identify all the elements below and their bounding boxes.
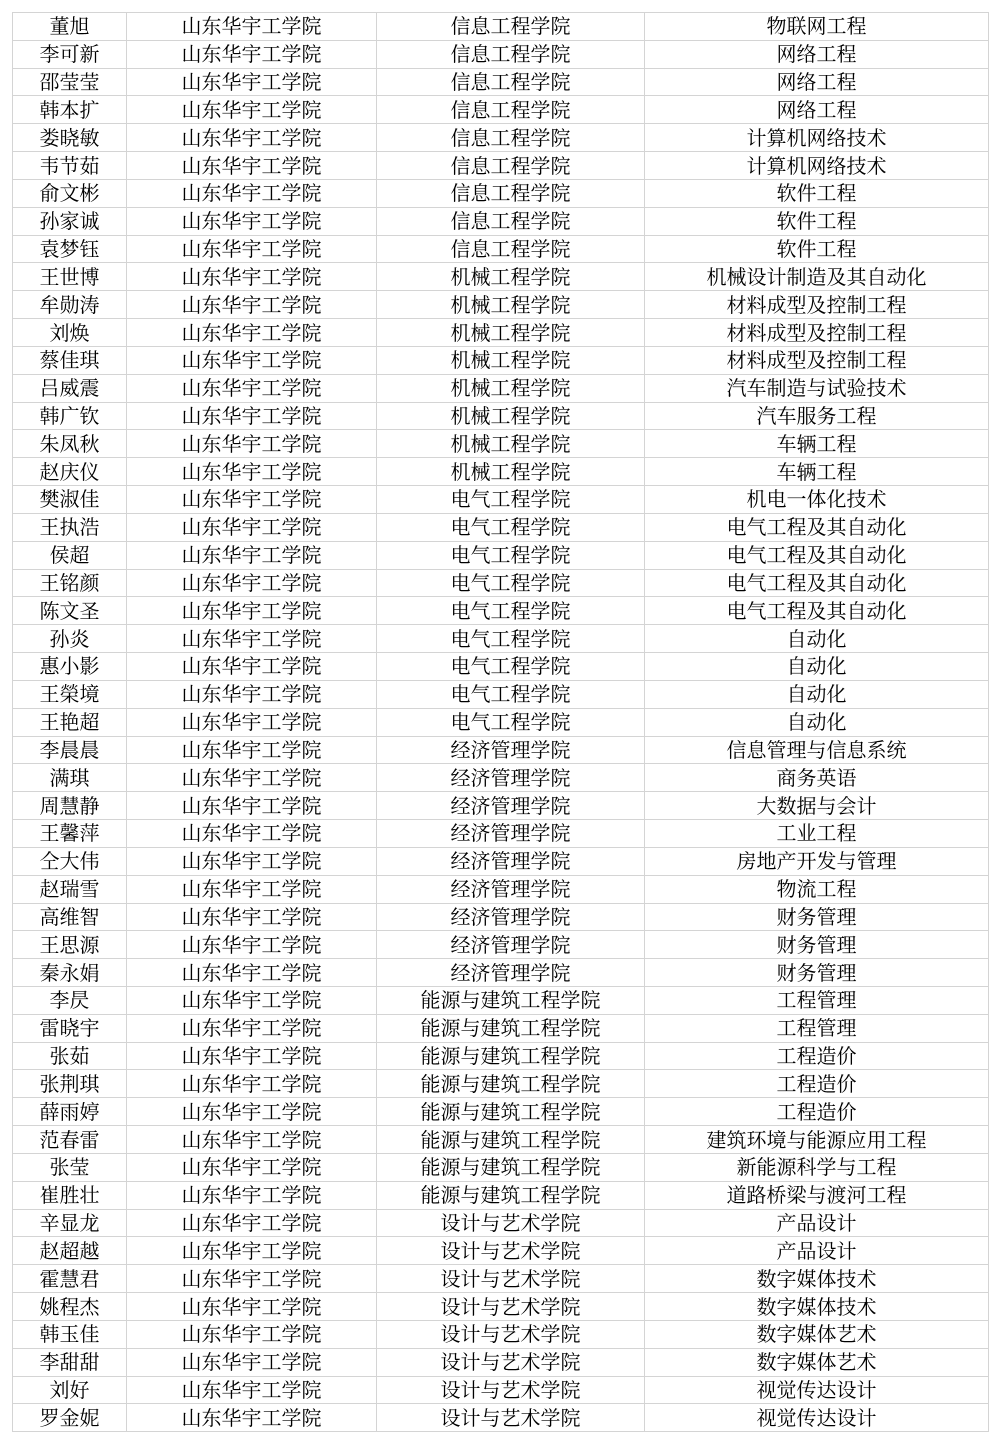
- major-cell: 软件工程: [645, 235, 989, 263]
- major-cell: 物流工程: [645, 875, 989, 903]
- college-cell: 设计与艺术学院: [377, 1404, 645, 1432]
- college-cell: 设计与艺术学院: [377, 1376, 645, 1404]
- student-name-cell: 赵庆仪: [13, 458, 127, 486]
- college-cell: 设计与艺术学院: [377, 1348, 645, 1376]
- table-row: [13, 1237, 989, 1265]
- college-cell: 信息工程学院: [377, 235, 645, 263]
- table-row: [13, 402, 989, 430]
- major-cell: 机电一体化技术: [645, 486, 989, 514]
- college-cell: 机械工程学院: [377, 458, 645, 486]
- college-cell: 能源与建筑工程学院: [377, 1070, 645, 1098]
- student-name-cell: 王世博: [13, 263, 127, 291]
- major-cell: 网络工程: [645, 40, 989, 68]
- college-cell: 电气工程学院: [377, 541, 645, 569]
- table-row: [13, 291, 989, 319]
- major-cell: 电气工程及其自动化: [645, 513, 989, 541]
- school-cell: 山东华宇工学院: [127, 235, 377, 263]
- college-cell: 能源与建筑工程学院: [377, 1042, 645, 1070]
- school-cell: 山东华宇工学院: [127, 1153, 377, 1181]
- student-name-cell: 秦永娟: [13, 959, 127, 987]
- major-cell: 数字媒体技术: [645, 1265, 989, 1293]
- table-row: [13, 1209, 989, 1237]
- table-row: [13, 1181, 989, 1209]
- school-cell: 山东华宇工学院: [127, 1376, 377, 1404]
- table-row: [13, 1320, 989, 1348]
- table-row: [13, 430, 989, 458]
- college-cell: 能源与建筑工程学院: [377, 1181, 645, 1209]
- college-cell: 能源与建筑工程学院: [377, 1014, 645, 1042]
- table-row: [13, 179, 989, 207]
- school-cell: 山东华宇工学院: [127, 792, 377, 820]
- college-cell: 设计与艺术学院: [377, 1237, 645, 1265]
- college-cell: 电气工程学院: [377, 708, 645, 736]
- major-cell: 软件工程: [645, 207, 989, 235]
- table-row: [13, 653, 989, 681]
- student-name-cell: 陈文圣: [13, 597, 127, 625]
- table-row: [13, 680, 989, 708]
- table-row: [13, 486, 989, 514]
- table-row: [13, 1126, 989, 1154]
- school-cell: 山东华宇工学院: [127, 96, 377, 124]
- student-name-cell: 韩广钦: [13, 402, 127, 430]
- major-cell: 计算机网络技术: [645, 124, 989, 152]
- major-cell: 产品设计: [645, 1209, 989, 1237]
- table-row: [13, 903, 989, 931]
- school-cell: 山东华宇工学院: [127, 736, 377, 764]
- student-name-cell: 孙家诚: [13, 207, 127, 235]
- table-row: [13, 1348, 989, 1376]
- student-table: [12, 12, 989, 1432]
- college-cell: 经济管理学院: [377, 931, 645, 959]
- student-name-cell: 王榮境: [13, 680, 127, 708]
- major-cell: 工程造价: [645, 1042, 989, 1070]
- student-name-cell: 范春雷: [13, 1126, 127, 1154]
- student-name-cell: 满琪: [13, 764, 127, 792]
- student-name-cell: 侯超: [13, 541, 127, 569]
- student-name-cell: 惠小影: [13, 653, 127, 681]
- college-cell: 电气工程学院: [377, 653, 645, 681]
- school-cell: 山东华宇工学院: [127, 458, 377, 486]
- school-cell: 山东华宇工学院: [127, 1237, 377, 1265]
- college-cell: 机械工程学院: [377, 319, 645, 347]
- student-name-cell: 仝大伟: [13, 847, 127, 875]
- student-name-cell: 李可新: [13, 40, 127, 68]
- student-name-cell: 罗金妮: [13, 1404, 127, 1432]
- table-row: [13, 13, 989, 41]
- college-cell: 信息工程学院: [377, 96, 645, 124]
- major-cell: 软件工程: [645, 179, 989, 207]
- college-cell: 信息工程学院: [377, 68, 645, 96]
- table-row: [13, 96, 989, 124]
- table-row: [13, 1376, 989, 1404]
- major-cell: 建筑环境与能源应用工程: [645, 1126, 989, 1154]
- school-cell: 山东华宇工学院: [127, 13, 377, 41]
- college-cell: 电气工程学院: [377, 597, 645, 625]
- major-cell: 数字媒体艺术: [645, 1320, 989, 1348]
- table-row: [13, 847, 989, 875]
- student-name-cell: 张茹: [13, 1042, 127, 1070]
- college-cell: 经济管理学院: [377, 792, 645, 820]
- table-row: [13, 68, 989, 96]
- table-row: [13, 931, 989, 959]
- major-cell: 电气工程及其自动化: [645, 597, 989, 625]
- major-cell: 视觉传达设计: [645, 1376, 989, 1404]
- table-row: [13, 1014, 989, 1042]
- table-row: [13, 597, 989, 625]
- major-cell: 工程管理: [645, 986, 989, 1014]
- major-cell: 计算机网络技术: [645, 152, 989, 180]
- table-row: [13, 124, 989, 152]
- major-cell: 产品设计: [645, 1237, 989, 1265]
- table-row: [13, 569, 989, 597]
- college-cell: 机械工程学院: [377, 430, 645, 458]
- college-cell: 电气工程学院: [377, 513, 645, 541]
- student-name-cell: 韩本扩: [13, 96, 127, 124]
- school-cell: 山东华宇工学院: [127, 764, 377, 792]
- student-name-cell: 孙炎: [13, 625, 127, 653]
- major-cell: 物联网工程: [645, 13, 989, 41]
- college-cell: 经济管理学院: [377, 764, 645, 792]
- college-cell: 机械工程学院: [377, 402, 645, 430]
- school-cell: 山东华宇工学院: [127, 1348, 377, 1376]
- school-cell: 山东华宇工学院: [127, 847, 377, 875]
- college-cell: 经济管理学院: [377, 847, 645, 875]
- table-row: [13, 820, 989, 848]
- student-name-cell: 王艳超: [13, 708, 127, 736]
- major-cell: 网络工程: [645, 96, 989, 124]
- table-row: [13, 792, 989, 820]
- table-row: [13, 541, 989, 569]
- table-row: [13, 1098, 989, 1126]
- table-row: [13, 1404, 989, 1432]
- school-cell: 山东华宇工学院: [127, 569, 377, 597]
- student-name-cell: 蔡佳琪: [13, 346, 127, 374]
- school-cell: 山东华宇工学院: [127, 903, 377, 931]
- student-name-cell: 姚程杰: [13, 1293, 127, 1321]
- college-cell: 经济管理学院: [377, 875, 645, 903]
- major-cell: 信息管理与信息系统: [645, 736, 989, 764]
- school-cell: 山东华宇工学院: [127, 1098, 377, 1126]
- school-cell: 山东华宇工学院: [127, 1181, 377, 1209]
- college-cell: 信息工程学院: [377, 13, 645, 41]
- college-cell: 电气工程学院: [377, 486, 645, 514]
- student-name-cell: 薛雨婷: [13, 1098, 127, 1126]
- college-cell: 能源与建筑工程学院: [377, 1153, 645, 1181]
- table-row: [13, 625, 989, 653]
- table-row: [13, 513, 989, 541]
- student-name-cell: 娄晓敏: [13, 124, 127, 152]
- major-cell: 工程造价: [645, 1070, 989, 1098]
- table-row: [13, 346, 989, 374]
- student-name-cell: 王思源: [13, 931, 127, 959]
- student-name-cell: 张荆琪: [13, 1070, 127, 1098]
- table-row: [13, 40, 989, 68]
- student-name-cell: 王馨萍: [13, 820, 127, 848]
- student-name-cell: 辛显龙: [13, 1209, 127, 1237]
- college-cell: 电气工程学院: [377, 569, 645, 597]
- school-cell: 山东华宇工学院: [127, 346, 377, 374]
- major-cell: 电气工程及其自动化: [645, 569, 989, 597]
- table-row: [13, 374, 989, 402]
- school-cell: 山东华宇工学院: [127, 179, 377, 207]
- college-cell: 能源与建筑工程学院: [377, 986, 645, 1014]
- major-cell: 财务管理: [645, 959, 989, 987]
- major-cell: 数字媒体艺术: [645, 1348, 989, 1376]
- college-cell: 信息工程学院: [377, 179, 645, 207]
- school-cell: 山东华宇工学院: [127, 1320, 377, 1348]
- student-name-cell: 周慧静: [13, 792, 127, 820]
- school-cell: 山东华宇工学院: [127, 374, 377, 402]
- major-cell: 自动化: [645, 680, 989, 708]
- student-name-cell: 邵莹莹: [13, 68, 127, 96]
- student-name-cell: 刘好: [13, 1376, 127, 1404]
- college-cell: 经济管理学院: [377, 959, 645, 987]
- student-name-cell: 吕威震: [13, 374, 127, 402]
- college-cell: 设计与艺术学院: [377, 1293, 645, 1321]
- college-cell: 能源与建筑工程学院: [377, 1126, 645, 1154]
- school-cell: 山东华宇工学院: [127, 653, 377, 681]
- major-cell: 工业工程: [645, 820, 989, 848]
- student-name-cell: 赵瑞雪: [13, 875, 127, 903]
- school-cell: 山东华宇工学院: [127, 1126, 377, 1154]
- major-cell: 道路桥梁与渡河工程: [645, 1181, 989, 1209]
- school-cell: 山东华宇工学院: [127, 708, 377, 736]
- school-cell: 山东华宇工学院: [127, 1042, 377, 1070]
- college-cell: 机械工程学院: [377, 346, 645, 374]
- table-row: [13, 1070, 989, 1098]
- table-row: [13, 959, 989, 987]
- college-cell: 能源与建筑工程学院: [377, 1098, 645, 1126]
- college-cell: 机械工程学院: [377, 263, 645, 291]
- major-cell: 材料成型及控制工程: [645, 346, 989, 374]
- student-name-cell: 李昃: [13, 986, 127, 1014]
- table-row: [13, 207, 989, 235]
- table-row: [13, 319, 989, 347]
- major-cell: 商务英语: [645, 764, 989, 792]
- major-cell: 自动化: [645, 708, 989, 736]
- student-name-cell: 俞文彬: [13, 179, 127, 207]
- college-cell: 经济管理学院: [377, 820, 645, 848]
- college-cell: 信息工程学院: [377, 124, 645, 152]
- student-name-cell: 李甜甜: [13, 1348, 127, 1376]
- student-name-cell: 张莹: [13, 1153, 127, 1181]
- college-cell: 信息工程学院: [377, 207, 645, 235]
- college-cell: 设计与艺术学院: [377, 1265, 645, 1293]
- school-cell: 山东华宇工学院: [127, 68, 377, 96]
- student-name-cell: 王执浩: [13, 513, 127, 541]
- student-name-cell: 樊淑佳: [13, 486, 127, 514]
- college-cell: 信息工程学院: [377, 40, 645, 68]
- major-cell: 自动化: [645, 625, 989, 653]
- school-cell: 山东华宇工学院: [127, 513, 377, 541]
- college-cell: 设计与艺术学院: [377, 1209, 645, 1237]
- student-list-sheet: [12, 12, 988, 1432]
- school-cell: 山东华宇工学院: [127, 986, 377, 1014]
- school-cell: 山东华宇工学院: [127, 625, 377, 653]
- major-cell: 工程造价: [645, 1098, 989, 1126]
- school-cell: 山东华宇工学院: [127, 291, 377, 319]
- table-row: [13, 875, 989, 903]
- major-cell: 数字媒体技术: [645, 1293, 989, 1321]
- student-name-cell: 韦节茹: [13, 152, 127, 180]
- student-name-cell: 朱凤秋: [13, 430, 127, 458]
- student-name-cell: 崔胜壮: [13, 1181, 127, 1209]
- table-row: [13, 736, 989, 764]
- table-row: [13, 263, 989, 291]
- student-name-cell: 韩玉佳: [13, 1320, 127, 1348]
- major-cell: 汽车服务工程: [645, 402, 989, 430]
- student-name-cell: 赵超越: [13, 1237, 127, 1265]
- major-cell: 大数据与会计: [645, 792, 989, 820]
- student-name-cell: 王铭颜: [13, 569, 127, 597]
- major-cell: 电气工程及其自动化: [645, 541, 989, 569]
- major-cell: 财务管理: [645, 931, 989, 959]
- major-cell: 材料成型及控制工程: [645, 319, 989, 347]
- college-cell: 机械工程学院: [377, 374, 645, 402]
- student-name-cell: 霍慧君: [13, 1265, 127, 1293]
- major-cell: 汽车制造与试验技术: [645, 374, 989, 402]
- student-table-body: [13, 13, 989, 1432]
- school-cell: 山东华宇工学院: [127, 40, 377, 68]
- table-row: [13, 1265, 989, 1293]
- major-cell: 视觉传达设计: [645, 1404, 989, 1432]
- major-cell: 自动化: [645, 653, 989, 681]
- table-row: [13, 1042, 989, 1070]
- school-cell: 山东华宇工学院: [127, 1404, 377, 1432]
- school-cell: 山东华宇工学院: [127, 152, 377, 180]
- table-row: [13, 708, 989, 736]
- college-cell: 电气工程学院: [377, 680, 645, 708]
- table-row: [13, 764, 989, 792]
- school-cell: 山东华宇工学院: [127, 402, 377, 430]
- school-cell: 山东华宇工学院: [127, 124, 377, 152]
- table-row: [13, 458, 989, 486]
- college-cell: 经济管理学院: [377, 736, 645, 764]
- school-cell: 山东华宇工学院: [127, 319, 377, 347]
- school-cell: 山东华宇工学院: [127, 1070, 377, 1098]
- school-cell: 山东华宇工学院: [127, 680, 377, 708]
- school-cell: 山东华宇工学院: [127, 1209, 377, 1237]
- student-name-cell: 高维智: [13, 903, 127, 931]
- school-cell: 山东华宇工学院: [127, 820, 377, 848]
- school-cell: 山东华宇工学院: [127, 1014, 377, 1042]
- school-cell: 山东华宇工学院: [127, 1265, 377, 1293]
- major-cell: 机械设计制造及其自动化: [645, 263, 989, 291]
- major-cell: 车辆工程: [645, 430, 989, 458]
- school-cell: 山东华宇工学院: [127, 541, 377, 569]
- student-name-cell: 雷晓宇: [13, 1014, 127, 1042]
- major-cell: 车辆工程: [645, 458, 989, 486]
- school-cell: 山东华宇工学院: [127, 486, 377, 514]
- school-cell: 山东华宇工学院: [127, 430, 377, 458]
- table-row: [13, 1293, 989, 1321]
- school-cell: 山东华宇工学院: [127, 875, 377, 903]
- college-cell: 经济管理学院: [377, 903, 645, 931]
- school-cell: 山东华宇工学院: [127, 1293, 377, 1321]
- major-cell: 新能源科学与工程: [645, 1153, 989, 1181]
- school-cell: 山东华宇工学院: [127, 263, 377, 291]
- major-cell: 网络工程: [645, 68, 989, 96]
- table-row: [13, 1153, 989, 1181]
- student-name-cell: 李晨晨: [13, 736, 127, 764]
- college-cell: 电气工程学院: [377, 625, 645, 653]
- major-cell: 材料成型及控制工程: [645, 291, 989, 319]
- school-cell: 山东华宇工学院: [127, 207, 377, 235]
- student-name-cell: 董旭: [13, 13, 127, 41]
- table-row: [13, 235, 989, 263]
- student-name-cell: 牟勋涛: [13, 291, 127, 319]
- table-row: [13, 152, 989, 180]
- college-cell: 信息工程学院: [377, 152, 645, 180]
- student-name-cell: 袁梦钰: [13, 235, 127, 263]
- college-cell: 设计与艺术学院: [377, 1320, 645, 1348]
- major-cell: 工程管理: [645, 1014, 989, 1042]
- school-cell: 山东华宇工学院: [127, 597, 377, 625]
- school-cell: 山东华宇工学院: [127, 959, 377, 987]
- college-cell: 机械工程学院: [377, 291, 645, 319]
- school-cell: 山东华宇工学院: [127, 931, 377, 959]
- major-cell: 房地产开发与管理: [645, 847, 989, 875]
- major-cell: 财务管理: [645, 903, 989, 931]
- student-name-cell: 刘焕: [13, 319, 127, 347]
- table-row: [13, 986, 989, 1014]
